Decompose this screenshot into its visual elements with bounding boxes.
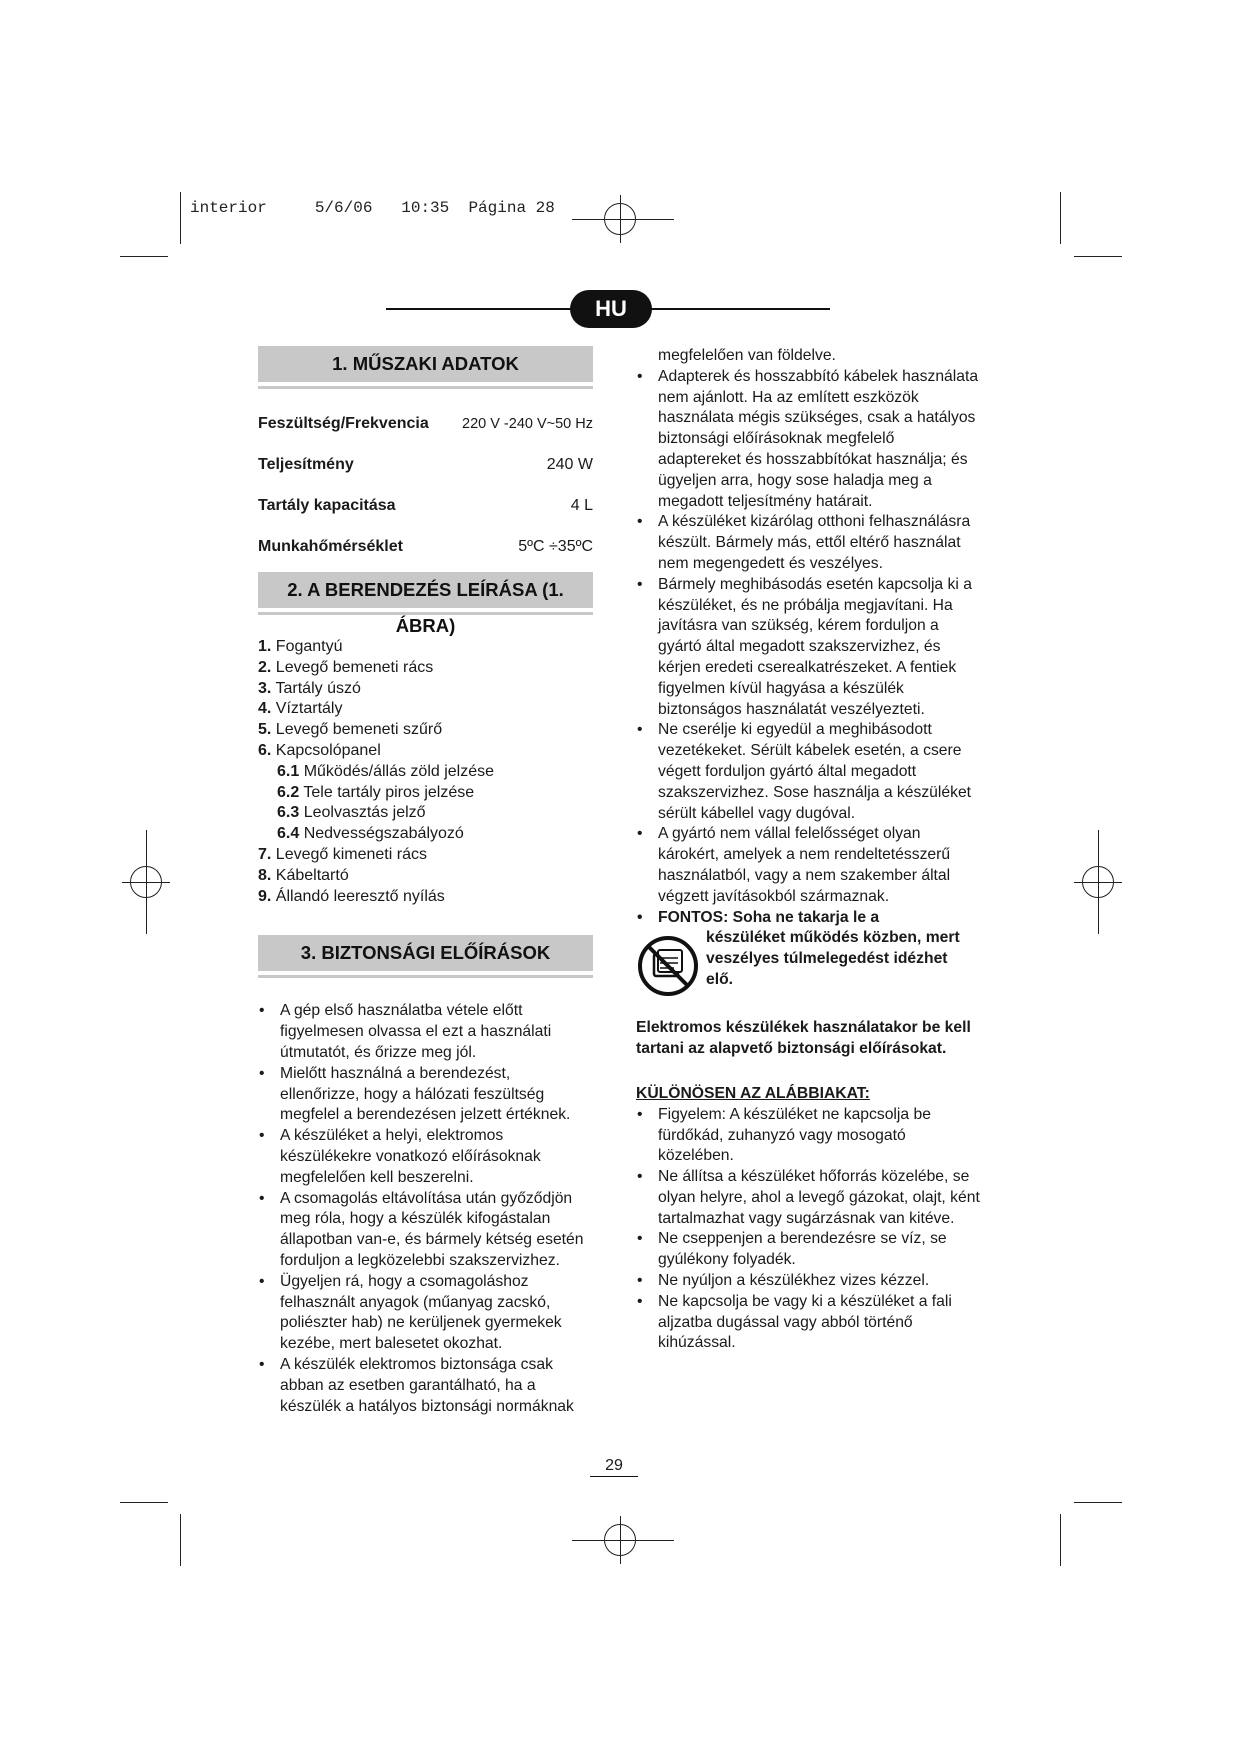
parts-item-label: Állandó leeresztő nyílás <box>271 887 445 905</box>
crop-mark <box>1074 1502 1122 1503</box>
parts-item <box>258 803 593 824</box>
list-item: • A csomagolás eltávolítása után győződjön meg róla, hogy a készülék kifogástalan állapotban van-e, és bármely kétség esetén forduljon a legközelebbi szakszervizhez. <box>258 1189 593 1272</box>
crop-mark <box>146 906 147 934</box>
parts-item-number: 1. <box>258 638 272 655</box>
parts-item-number: 6. <box>258 741 272 759</box>
list-item: • Mielőtt használná a berendezést, ellenőrizze, hogy a hálózati feszültség megfelel a berendezésen jelzett értéknek. <box>258 1064 593 1126</box>
crop-mark <box>572 219 596 220</box>
parts-item <box>258 845 593 866</box>
parts-item-number: 6.4 <box>277 825 300 843</box>
list-item: • Ne cserélje ki egyedül a meghibásodott vezetékeket. Sérült kábelek esetén, a csere végett forduljon gyártó által megadott szakszervizhez. Sose használja a készüléket sérült kábellel vagy dugóval. <box>636 720 981 824</box>
spec-label: Tartály kapacitása <box>258 497 396 514</box>
crop-mark <box>644 1540 674 1541</box>
continued-text: megfelelően van földelve. <box>658 347 836 364</box>
list-item: • Ügyeljen rá, hogy a csomagoláshoz felhasznált anyagok (műanyag zacskó, poliészter hab) ne kerüljenek gyermekek kezébe, mert balesetet okozhat. <box>258 1272 593 1355</box>
warning-first-line: • FONTOS: Soha ne takarja le a <box>637 908 880 926</box>
registration-mark-icon <box>596 1516 644 1564</box>
list-item: • Ne kapcsolja be vagy ki a készüléket a fali aljzatba dugással vagy abból történő kihúzással. <box>636 1292 981 1354</box>
spec-label: Feszültség/Frekvencia <box>258 415 429 432</box>
spec-row <box>258 413 593 435</box>
parts-item <box>258 887 593 908</box>
parts-item-label: Tartály úszó <box>271 679 361 697</box>
warning-body <box>636 928 981 994</box>
safety-list-left <box>258 1001 593 1417</box>
crop-mark <box>120 256 168 257</box>
safety-list-right <box>636 367 981 908</box>
parts-item-number: 2. <box>258 658 272 676</box>
spec-row <box>258 536 593 558</box>
warning-line: elő. <box>706 970 734 988</box>
parts-item-number: 3. <box>258 679 272 697</box>
particular-heading: KÜLÖNÖSEN AZ ALÁBBIAKAT: <box>636 1084 870 1102</box>
list-item: • A készülék elektromos biztonsága csak abban az esetben garantálható, ha a készülék a hatályos biztonsági normáknak <box>258 1355 593 1417</box>
list-item: • Ne nyúljon a készülékhez vizes kézzel. <box>636 1271 981 1292</box>
warning-line: készüléket működés közben, mert <box>706 929 960 947</box>
parts-item <box>258 658 593 679</box>
warning-lines <box>706 928 981 990</box>
crop-mark <box>1098 906 1099 934</box>
parts-item-label: Leolvasztás jelző <box>299 804 426 822</box>
parts-item-number: 8. <box>258 866 272 884</box>
do-not-cover-icon <box>636 934 700 998</box>
spec-label: Teljesítmény <box>258 456 354 473</box>
parts-item-label: Működés/állás zöld jelzése <box>299 762 495 780</box>
parts-item-label: Kábeltartó <box>271 866 349 884</box>
parts-item-label: Tele tartály piros jelzése <box>299 783 475 801</box>
crop-mark <box>572 1540 596 1541</box>
parts-item-number: 6.1 <box>277 762 300 780</box>
list-item: • A gyártó nem vállal felelősséget olyan károkért, amelyek a nem rendeltetésszerű használatból, vagy a nem szakember által végzett javításokból származnak. <box>636 824 981 907</box>
crop-mark <box>146 830 147 858</box>
list-item: • Figyelem: A készüléket ne kapcsolja be fürdőkád, zuhanyzó vagy mosogató közelében. <box>636 1105 981 1167</box>
parts-item <box>258 762 593 783</box>
crop-mark <box>1060 192 1061 244</box>
section-heading-tech: 1. MŰSZAKI ADATOK <box>258 346 593 382</box>
print-slug: interior 5/6/06 10:35 Página 28 <box>190 199 555 217</box>
parts-item <box>258 824 593 845</box>
parts-item-label: Fogantyú <box>271 638 343 655</box>
section-heading-safety: 3. BIZTONSÁGI ELŐÍRÁSOK <box>258 935 593 971</box>
right-column <box>636 346 981 1354</box>
crop-mark <box>1060 1514 1061 1566</box>
registration-mark-icon <box>1074 858 1122 906</box>
spec-value: 4 L <box>570 497 593 514</box>
list-item: • A készüléket kizárólag otthoni felhasználásra készült. Bármely más, ettől eltérő használat nem megengedett és veszélyes. <box>636 512 981 574</box>
parts-item-label: Levegő kimeneti rács <box>271 845 427 863</box>
warning-block <box>636 908 981 995</box>
crop-mark <box>180 192 181 244</box>
particular-list <box>636 1105 981 1355</box>
parts-item-label: Levegő bemeneti rács <box>271 658 434 676</box>
crop-mark <box>644 219 674 220</box>
warning-line: veszélyes túlmelegedést idézhet <box>706 950 948 968</box>
parts-item-number: 6.2 <box>277 783 300 801</box>
parts-item-label: Víztartály <box>271 700 343 718</box>
registration-mark-icon <box>596 195 644 243</box>
list-item: • Ne állítsa a készüléket hőforrás közelébe, se olyan helyre, ahol a levegő gázokat, olajt, ként tartalmazhat vagy sugárzásnak van kitéve. <box>636 1167 981 1229</box>
parts-item-label: Kapcsolópanel <box>271 741 381 759</box>
crop-mark <box>120 1502 168 1503</box>
parts-item <box>258 720 593 741</box>
general-note: Elektromos készülékek használatakor be kell tartani az alapvető biztonsági előírásokat. <box>636 1019 971 1058</box>
list-item: • A készüléket a helyi, elektromos készülékekre vonatkozó előírásoknak megfelelően kell beszerelni. <box>258 1126 593 1188</box>
parts-item <box>258 679 593 700</box>
list-item: • A gép első használatba vétele előtt figyelmesen olvassa el ezt a használati útmutatót, és őrizze meg jól. <box>258 1001 593 1063</box>
list-item: • Adapterek és hosszabbító kábelek használata nem ajánlott. Ha az említett eszközök használata mégis szükséges, csak a hatályos biztonsági előírásoknak megfelelő adaptereket és hosszabbítókat használja; és ügyeljen arra, hogy sose haladja meg a megadott teljesítmény határait. <box>636 367 981 513</box>
parts-item-number: 4. <box>258 700 272 718</box>
spec-value: 220 V -240 V~50 Hz <box>462 416 593 432</box>
parts-item <box>258 866 593 887</box>
crop-mark <box>180 1514 181 1566</box>
page-number: 29 <box>590 1456 638 1477</box>
spec-label: Munkahőmérséklet <box>258 538 403 555</box>
parts-item-number: 9. <box>258 887 272 905</box>
parts-item-label: Nedvességszabályozó <box>299 825 464 843</box>
left-column <box>258 346 593 1417</box>
registration-mark-icon <box>122 858 170 906</box>
parts-item <box>258 783 593 804</box>
parts-item <box>258 741 593 762</box>
spec-value: 240 W <box>546 456 593 473</box>
spec-row <box>258 454 593 476</box>
parts-item-number: 5. <box>258 721 272 739</box>
spec-list <box>258 413 593 558</box>
section-rule <box>258 975 593 978</box>
spec-value: 5ºC ÷35ºC <box>518 538 593 555</box>
crop-mark <box>1098 830 1099 858</box>
section-heading-desc: 2. A BERENDEZÉS LEÍRÁSA (1. ÁBRA) <box>258 572 593 608</box>
list-item: • Bármely meghibásodás esetén kapcsolja ki a készüléket, és ne próbálja megjavítani. Ha javításra van szükség, kérem forduljon a gyártó által megadott szakszervizhez, és kérjen eredeti cserealkatrészeket. A fentiek figyelmen kívül hagyása a készülék biztonságos használatát veszélyezteti. <box>636 575 981 721</box>
parts-item <box>258 699 593 720</box>
parts-item-number: 6.3 <box>277 804 300 822</box>
parts-item-number: 7. <box>258 845 272 863</box>
section-rule <box>258 386 593 389</box>
list-item: • Ne cseppenjen a berendezésre se víz, se gyúlékony folyadék. <box>636 1229 981 1271</box>
crop-mark <box>1074 256 1122 257</box>
parts-list <box>258 637 593 907</box>
language-badge: HU <box>570 290 652 328</box>
spec-row <box>258 495 593 517</box>
parts-item-label: Levegő bemeneti szűrő <box>271 721 443 739</box>
